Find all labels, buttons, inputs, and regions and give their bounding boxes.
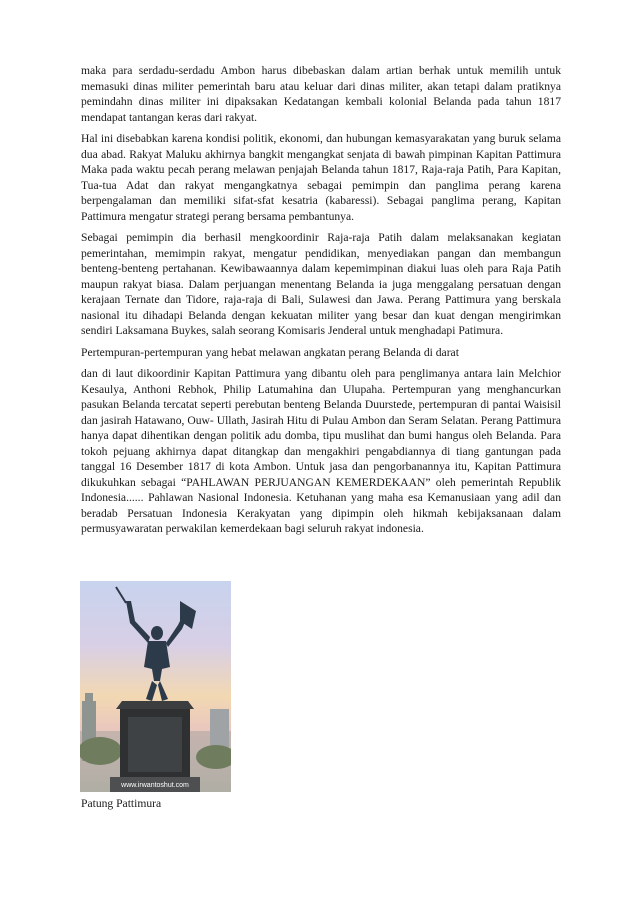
paragraph-3: Sebagai pemimpin dia berhasil mengkoordinir Raja-raja Patih dalam melaksanakan kegiatan pemerintahan, memimpin rakyat, mengatur pendidikan, menyediakan pangan dan membangun benteng-benteng pertahanan. Kewibawaannya dalam kepemimpinan diakui luas oleh para Raja Patih maupun rakyat biasa. Dalam perjuangan menentang Belanda ia juga menggalang persatuan dengan kerajaan Ternate dan Tidore, raja-raja di Bali, Sulawesi dan Jawa. Perang Pattimura yang berskala nasional itu dihadapi Belanda dengan kekuatan militer yang besar dan kuat dengan mengirimkan sendiri Laksamana Buykes, salah seorang Komisaris Jenderal untuk menghadapi Patimura.: [81, 231, 561, 337]
paragraph-1: maka para serdadu-serdadu Ambon harus dibebaskan dalam artian berhak untuk memilih untuk memasuki dinas militer pemerintah baru atau keluar dari dinas militer, akan tetapi dalam pratiknya pemindahn dinas militer ini dipaksakan Kedatangan kembali kolonial Belanda pada tahun 1817 mendapat tantangan keras dari rakyat.: [81, 64, 561, 124]
photo-caption: Patung Pattimura: [81, 797, 162, 810]
paragraph-2: Hal ini disebabkan karena kondisi politik, ekonomi, dan hubungan kemasyarakatan yang buruk selama dua abad. Rakyat Maluku akhirnya bangkit mengangkat senjata di bawah pimpinan Kapitan Pattimura Maka pada waktu pecah perang melawan penjajah Belanda tahun 1817, Raja-raja Patih, Para Kapitan, Tua-tua Adat dan rakyat mengangkatnya sebagai pemimpin dan panglima perang karena berpengalaman dan memiliki sifat-sfat kesatria (kabaressi). Sebagai panglima perang, Kapitan Pattimura mengatur strategi perang bersama pembantunya.: [81, 132, 561, 223]
pattimura-statue-photo: [80, 581, 231, 792]
photo-watermark: www.irwantoshut.com: [121, 782, 189, 789]
paragraph-4: Pertempuran-pertempuran yang hebat melawan angkatan perang Belanda di darat: [81, 345, 459, 359]
paragraph-5: dan di laut dikoordinir Kapitan Pattimura yang dibantu oleh para penglimanya antara lain Melchior Kesaulya, Anthoni Rebhok, Philip Latumahina dan Ulupaha. Pertempuran yang menghancurkan pasukan Belanda tercatat seperti perebutan benteng Belanda Duurstede, pertempuran di pantai Waisisil dan jasirah Hatawano, Ouw- Ullath, Jasirah Hitu di Pulau Ambon dan Seram Selatan. Perang Pattimura hanya dapat dihentikan dengan politik adu domba, tipu muslihat dan bumi hangus oleh Belanda. Para tokoh pejuang akhirnya dapat ditangkap dan mengakhiri pengabdiannya di tiang gantungan pada tanggal 16 Desember 1817 di kota Ambon. Untuk jasa dan pengorbanannya itu, Kapitan Pattimura dikukuhkan sebagai “PAHLAWAN PERJUANGAN KEMERDEKAAN” oleh pemerintah Republik Indonesia...... Pahlawan Nasional Indonesia. Ketuhanan yang maha esa Kemanusiaan yang adil dan beradab Persatuan Indonesia Kerakyatan yang dipimpin oleh hikmah kebijaksanaan dalam permusyawaratan perwakilan kemerdekaan bagi seluruh rakyat indonesia.: [81, 367, 561, 535]
body-text: [81, 63, 561, 543]
